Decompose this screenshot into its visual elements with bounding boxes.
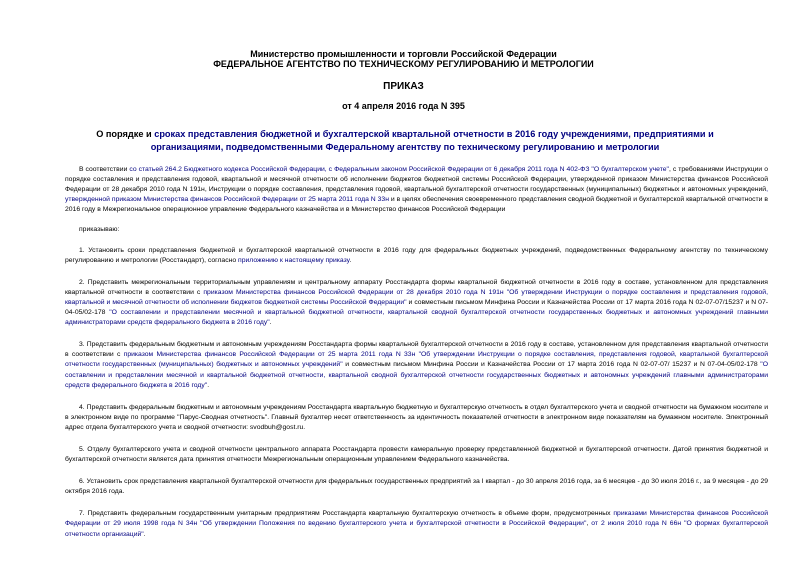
paragraph-5: 5. Отделу бухгалтерского учета и сводной отчетности центрального аппарата Росстандарта провести камеральную проверку представленной бюджетной и бухгалтерской отчетности. Датой принятия бюджетной и бухгалтерской отчетности является дата принятия отчетности Межрегиональным операционным управлением Федерального казначейства. — [65, 445, 768, 464]
document-type: ПРИКАЗ — [383, 81, 424, 92]
document-date-number: от 4 апреля 2016 года N 395 — [342, 101, 465, 111]
link-order-34n[interactable]: приказами Министерства финансов Российской Федерации от 29 июля 1998 года N 34н "Об утверждении Положения по ведению бухгалтерского учета и бухгалтерской отчетности в Российской Федерации" — [65, 510, 768, 528]
text-fragment: , с требованиями Инструкции о порядке составления и представления годовой, квартальной и месячной отчетности об исполнении бюджетов бюджетной системы Российской Федерации, утвержденной приказом Министерства финансов Российской Федерации от 28 декабря 2010 года N 191н, Инструкции о порядке составления, представления годовой, квартальной бухгалтерской отчетности государственных (муниципальных) бюджетных и автономных учреждений — [65, 166, 768, 194]
ministry-name: Министерство промышленности и торговли Российской Федерации — [250, 49, 557, 59]
link-accounting-law[interactable]: , с Федеральным законом Российской Федерации от 6 декабря 2011 года N 402-ФЗ "О бухгалтерском учете" — [324, 166, 669, 173]
paragraph-order: приказываю: — [79, 226, 120, 234]
text-fragment: и совместным письмом Минфина России и Казначейства России от 17 марта 2016 года N 02-07-07/15237 и N 07-04-05/02-178 — [65, 298, 768, 317]
paragraph-7 — [65, 509, 768, 539]
paragraph-1 — [65, 246, 768, 266]
text-fragment: 2. Представить межрегиональным территориальным управлениям и центральному аппарату Росстандарта формы квартальной бюджетной отчетности в 2016 году в составе, установленном для представления квартальной отчетности в соответствии с — [65, 278, 768, 296]
paragraph-4: 4. Представить федеральным бюджетным и автономным учреждениям Росстандарта квартальную бюджетную и бухгалтерскую отчетность в отдел бухгалтерского учета и сводной отчетности на бумажном носителе и в электронном виде по программе "Парус-Сводная отчетность". Главный бухгалтер несет ответственность за идентичность показателей отчетности в электронном виде показателям на бумажном носителе. Электронный адрес отдела бухгалтерского учета и сводной отчетности: svodbuh@gost.ru. — [65, 403, 768, 431]
document-title — [60, 128, 750, 154]
link-joint-letter[interactable]: "О составлении и представлении месячной и квартальной бюджетной отчетности, квартальной сводной бухгалтерской отчетности государственных бюджетных и автономных учреждений главными администраторами средств федерального бюджета в 2016 году" — [65, 361, 768, 389]
link-order-33n-instruction[interactable]: приказом Министерства финансов Российской Федерации от 25 марта 2011 года N 33н "Об утверждении Инструкции о порядке составления, представления годовой, квартальной бухгалтерской отчетности государственных (муниципальных) бюджетных и автономных учреждений" — [65, 351, 768, 369]
text-fragment: . — [143, 530, 146, 538]
paragraph-6: 6. Установить срок представления квартальной бухгалтерской отчетности для федеральных государственных предприятий за I квартал - до 30 апреля 2016 года, за 6 месяцев - до 30 июля 2016 г., за 9 месяцев - до 29 октября 2016 года. — [65, 478, 768, 496]
text-fragment: и совместным письмом Минфина России и Казначейства России от 17 марта 2016 года N 02-07-07/ 15237 и N 07-04-05/02-178 — [342, 361, 761, 369]
text-fragment: , — [586, 520, 592, 528]
text-fragment: В соответствии — [79, 166, 130, 173]
title-link[interactable]: сроках представления бюджетной и бухгалтерской квартальной отчетности в 2016 году учреждениями, предприятиями и организациями, подведомственными Федеральному агентству по техническому регулированию и метрологии — [150, 129, 714, 152]
link-appendix[interactable]: приложению к настоящему приказу — [238, 256, 350, 264]
paragraph-3 — [65, 340, 768, 390]
title-lead: О порядке и — [96, 129, 155, 139]
link-order-66n[interactable]: от 2 июля 2010 года N 66н "О формах бухгалтерской отчетности организаций" — [65, 520, 768, 538]
text-fragment: 1. Установить сроки представления бюджетной и бухгалтерской квартальной отчетности в 2016 году для федеральных бюджетных учреждений, подведомственных Федеральному агентству по техническому регулированию и метрологии (Росстандарт), согласно — [65, 246, 768, 264]
text-fragment: . — [207, 381, 210, 389]
link-joint-letter[interactable]: "О составлении и представлении месячной и квартальной бюджетной отчетности, квартальной сводной бухгалтерской отчетности государственных бюджетных и автономных учреждений главными администраторами средств федерального бюджета в 2016 году" — [65, 309, 768, 327]
agency-name: ФЕДЕРАЛЬНОЕ АГЕНТСТВО ПО ТЕХНИЧЕСКОМУ РЕГУЛИРОВАНИЮ И МЕТРОЛОГИИ — [213, 59, 594, 69]
text-fragment: и в целях обеспечения своевременного представления сводной бюджетной и бухгалтерской квартальной отчетности в 2016 году в Межрегиональное операционное управление Федерального казначейства и в Министерство финансов Российской Федерации — [65, 196, 768, 214]
text-fragment: 7. Представить федеральным государственным унитарным предприятиям Росстандарта квартальную бухгалтерскую отчетность в объеме форм, предусмотренных — [79, 510, 614, 518]
link-order-33n[interactable]: , утвержденной приказом Министерства финансов Российской Федерации от 25 марта 2011 года N 33н — [65, 186, 768, 204]
document-body — [65, 165, 768, 540]
text-fragment: 3. Представить федеральным бюджетным и автономным учреждениям Росстандарта формы квартальной бухгалтерской отчетности в 2016 году в составе, установленном для представления квартальной отчетности в соответствии с — [65, 341, 768, 359]
link-order-191n[interactable]: приказом Министерства финансов Российской Федерации от 28 декабря 2010 года N 191н "Об утверждении Инструкции о порядке составления и представления годовой, квартальной и месячной отчетности об исполнении бюджетов бюджетной системы Российской Федерации" — [65, 288, 768, 306]
paragraph-2 — [65, 278, 768, 328]
link-budget-code-article[interactable]: со статьей 264.2 Бюджетного кодекса Российской Федерации — [129, 166, 325, 173]
paragraph-intro — [65, 165, 768, 215]
text-fragment: . — [349, 256, 352, 264]
text-fragment: . — [269, 319, 272, 327]
